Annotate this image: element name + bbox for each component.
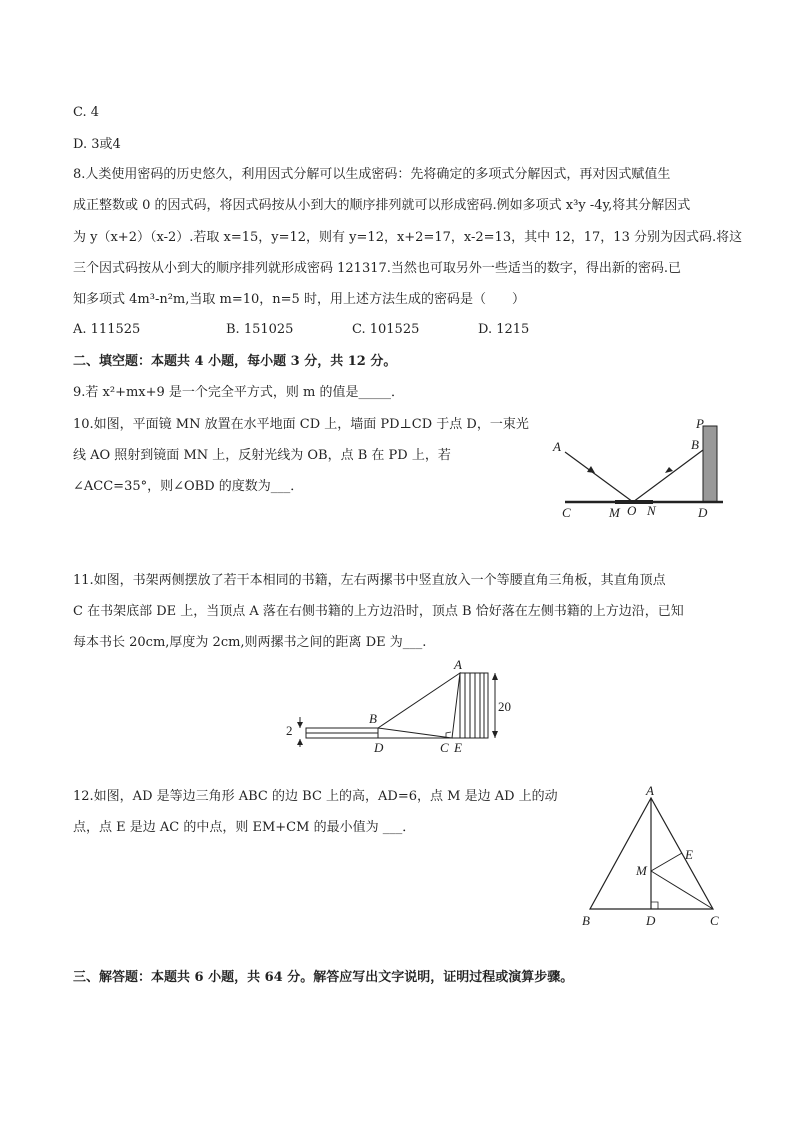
q12-label-b: B <box>582 913 590 928</box>
q8-line-2: 成正整数或 0 的因式码，将因式码按从小到大的顺序排列就可以形成密码.例如多项式 x³y -4y,将其分解因式 <box>73 198 691 213</box>
q11-label-d: D <box>374 740 384 755</box>
q8-line-3: 为 y（x+2）（x-2）.若取 x=15，y=12，则有 y=12，x+2=17，x-2=13，其中 12，17，13 分别为因式码.将这 <box>73 230 743 245</box>
q10-label-p: P <box>696 416 704 431</box>
q11-label-a: A <box>454 657 462 672</box>
q11-label-length: 20 <box>498 699 511 714</box>
q11-line-3: 每本书长 20cm,厚度为 2cm,则两摞书之间的距离 DE 为___. <box>73 635 427 650</box>
q12-label-a: A <box>646 785 654 798</box>
q10-label-d: D <box>698 505 708 520</box>
section-3-heading: 三、解答题：本题共 6 小题，共 64 分。解答应写出文字说明，证明过程或演算步骤。 <box>73 970 574 985</box>
q8-option-c: C. 101525 <box>352 322 420 337</box>
q10-label-o: O <box>627 503 637 518</box>
q12-line-2: 点，点 E 是边 AC 的中点，则 EM+CM 的最小值为 ___． <box>73 820 416 835</box>
q10-label-a: A <box>553 439 561 454</box>
q12-label-d: D <box>646 913 656 928</box>
q10-label-c: C <box>562 505 571 520</box>
q12-figure <box>575 785 735 933</box>
q10-label-n: N <box>647 503 656 518</box>
q8-option-a: A. 111525 <box>73 322 141 337</box>
q12-label-c: C <box>710 913 719 928</box>
q8-option-b: B. 151025 <box>226 322 294 337</box>
q10-label-b: B <box>691 437 699 452</box>
q8-line-5: 知多项式 4m³-n²m,当取 m=10，n=5 时，用上述方法生成的密码是（ ） <box>73 292 525 307</box>
q10-figure <box>545 410 735 525</box>
q11-label-thickness: 2 <box>286 723 293 738</box>
q11-figure <box>280 655 520 755</box>
q11-line-2: C 在书架底部 DE 上，当顶点 A 落在右侧书籍的上方边沿时，顶点 B 恰好落在左侧书籍的上方边沿，已知 <box>73 604 684 619</box>
q7-option-c: C. 4 <box>73 105 100 120</box>
q11-line-1: 11.如图，书架两侧摆放了若干本相同的书籍，左右两摞书中竖直放入一个等腰直角三角板，其直角顶点 <box>73 573 666 588</box>
q11-label-b: B <box>369 711 377 726</box>
q8-option-d: D. 1215 <box>478 322 530 337</box>
q12-line-1: 12.如图，AD 是等边三角形 ABC 的边 BC 上的高，AD=6，点 M 是边 AD 上的动 <box>73 789 558 804</box>
q11-label-e: E <box>454 740 462 755</box>
q9-text: 9.若 x²+mx+9 是一个完全平方式，则 m 的值是_____． <box>73 385 405 400</box>
section-2-heading: 二、填空题：本题共 4 小题，每小题 3 分，共 12 分。 <box>73 354 397 369</box>
q11-label-c: C <box>440 740 449 755</box>
q12-label-m: M <box>636 863 647 878</box>
q12-label-e: E <box>685 847 693 862</box>
q8-line-4: 三个因式码按从小到大的顺序排列就形成密码 121317.当然也可取另外一些适当的数字，得出新的密码.已 <box>73 261 682 276</box>
q10-line-2: 线 AO 照射到镜面 MN 上，反射光线为 OB，点 B 在 PD 上，若 <box>73 448 451 463</box>
q8-line-1: 8.人类使用密码的历史悠久，利用因式分解可以生成密码：先将确定的多项式分解因式，再对因式赋值生 <box>73 167 671 182</box>
q10-line-1: 10.如图，平面镜 MN 放置在水平地面 CD 上，墙面 PD⊥CD 于点 D，一束光 <box>73 417 529 432</box>
q10-line-3: ∠ACC=35°，则∠OBD 的度数为___． <box>73 479 304 494</box>
q7-option-d: D. 3或4 <box>73 137 121 152</box>
q10-label-m: M <box>609 505 620 520</box>
